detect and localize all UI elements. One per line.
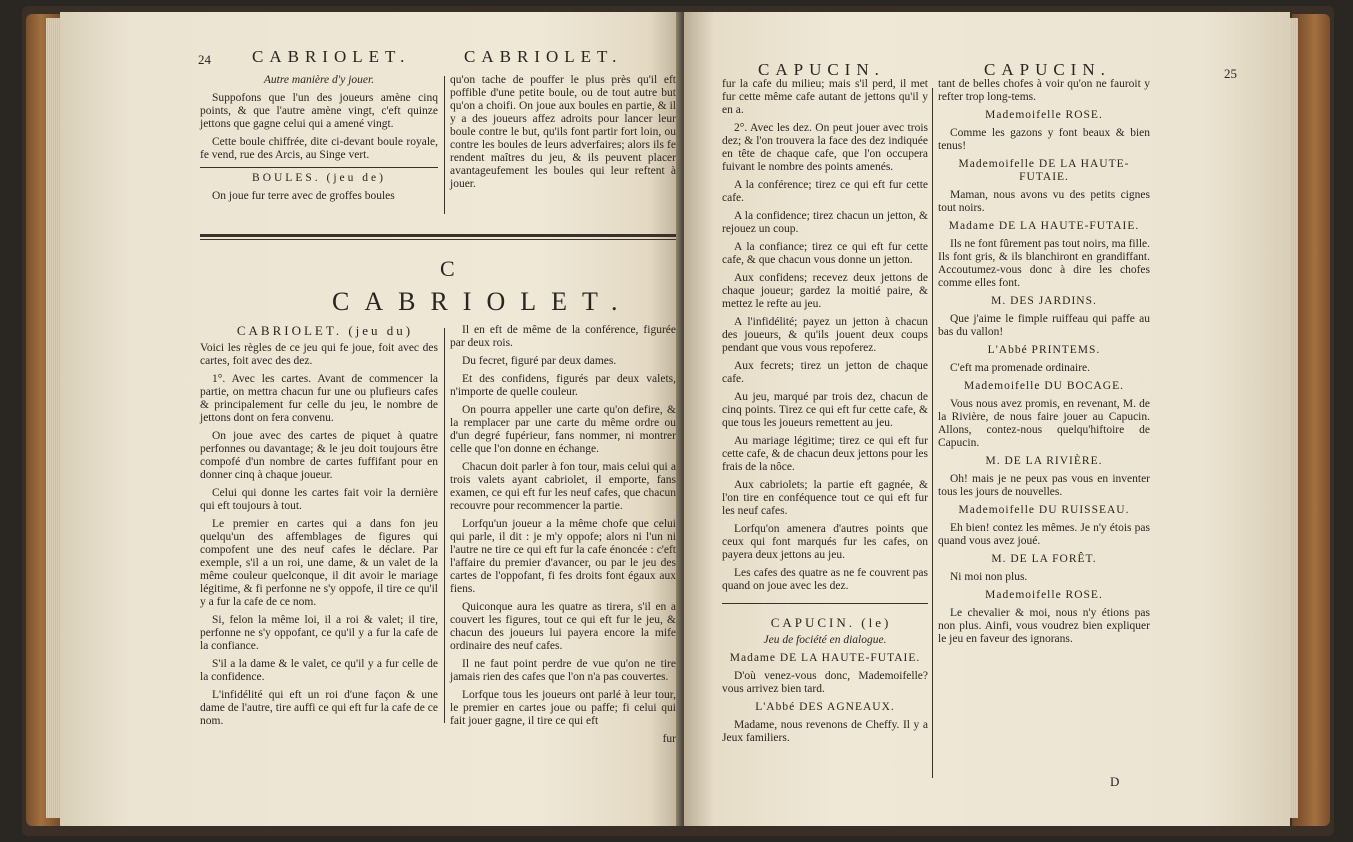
paragraph: Du fecret, figuré par deux dames. (462, 355, 617, 367)
section-rule (200, 239, 680, 240)
speaker: L'Abbé DES AGNEAUX. (755, 701, 895, 713)
paragraph: Et des confidens, figurés par deux valets, n'importe de quelle couleur. (450, 373, 676, 398)
dialogue-line: Ils ne font fûrement pas tout noirs, ma fille. Ils font gris, & ils blanchiront en grandiffant. Accoutumez-vous donc à dire les chofes comme elles font. (938, 238, 1150, 289)
catchword: fur (662, 733, 676, 745)
section-title: CABRIOLET. (332, 287, 633, 316)
section-letter: C (440, 256, 455, 281)
speaker: M. DE LA RIVIÈRE. (985, 455, 1103, 467)
dialogue-line: D'où venez-vous donc, Mademoifelle? vous arrivez bien tard. (722, 670, 928, 695)
paragraph: A la confidence; tirez chacun un jetton, & rejouez un coup. (722, 210, 928, 235)
paragraph: On pourra appeller une carte qu'on defire, & la remplacer par une carte du même ordre ou d'un degré fupérieur, fans nommer, ni montrer celle que l'on donne en échange. (450, 404, 676, 455)
column-right-page-left (722, 78, 928, 750)
speaker: Madame DE LA HAUTE-FUTAIE. (729, 652, 921, 664)
paragraph: Lorfqu'on amenera d'autres points que ceux qui font marqués fur les cafes, on payera deux jettons au jeu. (722, 523, 928, 561)
paragraph: On joue fur terre avec de groffes boules (212, 190, 395, 202)
paragraph: Lorfqu'un joueur a la même chofe que celui qui parle, il dit : je m'y oppofe; alors ni l'un ni l'autre ne tire ce qui eft fur la cafe énoncée : c'eft l'affaire du premier d'avancer, ou par le jeu des cartes de l'oppofant, fi fes droits font égaux aux fiens. (450, 518, 676, 595)
article-heading: CAPUCIN. (le) (770, 615, 892, 630)
paragraph: Aux confidens; recevez deux jettons de chaque joueur; gardez la moitié paire, & mettez le refte au jeu. (722, 272, 928, 310)
heading: BOULES. (jeu de) (252, 172, 386, 184)
paragraph: L'infidélité qui eft un roi d'une façon & une dame de l'autre, tire auffi ce qui eft fur la cafe de ce nom. (200, 689, 438, 727)
paragraph: Les cafes des quatre as ne fe couvrent pas quand on joue avec les dez. (722, 567, 928, 592)
paragraph: A l'infidélité; payez un jetton à chacun des joueurs, & qu'ils jouent deux coups pendant que vous vous repoferez. (722, 316, 928, 354)
subheading: Jeu de fociété en dialogue. (763, 634, 887, 646)
paragraph: Lorfque tous les joueurs ont parlé à leur tour, le premier en cartes joue ou paffe; fi celui qui fait jouer gagne, il tire ce qui eft (450, 689, 676, 727)
dialogue-line: Eh bien! contez les mêmes. Je n'y étois pas quand vous avez joué. (938, 522, 1150, 547)
rule (200, 167, 438, 168)
dialogue-line: Vous nous avez promis, en revenant, M. de la Rivière, de nous faire jouer au Capucin. Allons, contez-nous quelqu'hiftoire de Capucin. (938, 398, 1150, 449)
speaker: M. DE LA FORÊT. (991, 553, 1097, 565)
dialogue-line: Comme les gazons y font beaux & bien tenus! (938, 127, 1150, 152)
dialogue-line: tant de belles chofes à voir qu'on ne fauroit y refter trop long-tems. (938, 78, 1150, 103)
paragraph: On joue avec des cartes de piquet à quatre perfonnes ou davantage; & le jeu doit toujours être compofé d'un nombre de cartes fuffifant pour en donner cinq à chaque joueur. (200, 430, 438, 481)
dialogue-line: Maman, nous avons vu des petits cignes tout noirs. (938, 189, 1150, 214)
column-top-left (200, 74, 438, 208)
column-bottom-left (200, 324, 438, 733)
paragraph: Au mariage légitime; tirez ce qui eft fur cette cafe, & de chacun deux jettons pour les frais de la nôce. (722, 435, 928, 473)
paragraph: S'il a la dame & le valet, ce qu'il y a fur celle de la confidence. (200, 658, 438, 683)
dialogue-line: Madame, nous revenons de Cheffy. Il y a Jeux familiers. (722, 719, 928, 744)
column-bottom-right (450, 324, 676, 751)
running-head: CABRIOLET. (464, 47, 623, 66)
dialogue-line: Ni moi non plus. (950, 571, 1028, 583)
paragraph: A la confiance; tirez ce qui eft fur cette cafe, & que chacun vous donne un jetton. (722, 241, 928, 266)
dialogue-line: Le chevalier & moi, nous n'y étions pas non plus. Ainfi, vous voudrez bien expliquer le jeu en faveur des ignorans. (938, 607, 1150, 645)
running-head: CABRIOLET. (252, 47, 411, 66)
column-rule (932, 88, 933, 778)
paragraph: Aux fecrets; tirez un jetton de chaque cafe. (722, 360, 928, 385)
running-head: CAPUCIN. (984, 60, 1111, 79)
page-number: 24 (198, 52, 211, 67)
page-number: 25 (1224, 66, 1237, 81)
dialogue-line: Oh! mais je ne peux pas vous en inventer tous les jours de nouvelles. (938, 473, 1150, 498)
paragraph: Suppofons que l'un des joueurs amène cinq points, & que l'autre amène vingt, c'eft quinze jettons que gagne celui qui a amené vingt. (200, 92, 438, 130)
left-page (60, 12, 682, 826)
speaker: Mademoifelle ROSE. (985, 109, 1103, 121)
speaker: M. DES JARDINS. (991, 295, 1097, 307)
speaker: Mademoifelle DE LA HAUTE-FUTAIE. (958, 158, 1130, 183)
paragraph: 1°. Avec les cartes. Avant de commencer la partie, on mettra chacun fur une ou plufieurs cafes & principalement fur celle du jeu, le nombre de jettons dont on fera convenu. (200, 373, 438, 424)
paragraph: Voici les règles de ce jeu qui fe joue, foit avec des cartes, foit avec des dez. (200, 342, 438, 367)
paragraph: Il en eft de même de la conférence, figurée par deux rois. (450, 324, 676, 349)
rule (722, 603, 928, 604)
speaker: Mademoifelle ROSE. (985, 589, 1103, 601)
paragraph: Celui qui donne les cartes fait voir la dernière qui eft toujours à tout. (200, 487, 438, 512)
column-right-page-right (938, 78, 1150, 651)
paragraph: Aux cabriolets; la partie eft gagnée, & l'on tire en conféquence tout ce qui eft fur les neuf cafes. (722, 479, 928, 517)
column-top-right (450, 74, 676, 196)
column-rule (444, 328, 445, 723)
running-head: CAPUCIN. (758, 60, 885, 79)
section-rule (200, 234, 680, 237)
paragraph: Il ne faut point perdre de vue qu'on ne tire jamais rien des cafes que l'on n'a pas couvertes. (450, 658, 676, 683)
speaker: Mademoifelle DU BOCAGE. (963, 380, 1125, 392)
paragraph: qu'on tache de pouffer le plus près qu'il eft poffible d'une petite boule, ou de tout autre but qu'on a choifi. On joue aux boules en partie, & il y a des joueurs affez adroits pour lancer leur boule contre le but, qu'ils font partir fort loin, ou contre les boules de leurs adverfaires; alors ils fe rendent maîtres du jeu, & ils peuvent placer avantageufement les boules qui leur reftent à jouer. (450, 74, 676, 190)
paragraph: 2°. Avec les dez. On peut jouer avec trois dez; & l'on trouvera la face des dez indiquée en tête de chaque cafe, que l'on occupera fuivant le nombre des points amenés. (722, 122, 928, 173)
paragraph: Si, felon la même loi, il a roi & valet; il tire, perfonne ne s'y oppofant, ce qu'il y a fur la cafe de la confiance. (200, 614, 438, 652)
speaker: Madame DE LA HAUTE-FUTAIE. (948, 220, 1140, 232)
dialogue-line: Que j'aime le fimple ruiffeau qui paffe au bas du vallon! (938, 313, 1150, 338)
right-page (684, 12, 1290, 826)
paragraph: Au jeu, marqué par trois dez, chacun de cinq points. Tirez ce qui eft fur cette cafe, & que tous les joueurs remettent au jeu. (722, 391, 928, 429)
paragraph: A la conférence; tirez ce qui eft fur cette cafe. (722, 179, 928, 204)
paragraph: Le premier en cartes qui a dans fon jeu quelqu'un des affemblages de figures qui compofent une des neuf cafes le déclare. Par exemple, s'il a un roi, une dame, & un valet de la même couleur quelconque, il dit avoir le mariage légitime, & fi perfonne ne s'y oppofe, il tire ce qu'il y a fur la cafe de ce nom. (200, 518, 438, 608)
article-heading: CABRIOLET. (jeu du) (236, 323, 414, 338)
paragraph: Chacun doit parler à fon tour, mais celui qui a trois valets ayant cabriolet, il emporte, fans examen, ce qui eft fur les neuf cafes, que chacun recouvre pour recommencer la partie. (450, 461, 676, 512)
signature-mark: D (1110, 774, 1120, 789)
speaker: L'Abbé PRINTEMS. (987, 344, 1101, 356)
subheading: Autre manière d'y jouer. (263, 74, 375, 86)
column-rule (444, 76, 445, 214)
speaker: Mademoifelle DU RUISSEAU. (958, 504, 1130, 516)
dialogue-line: C'eft ma promenade ordinaire. (950, 362, 1091, 374)
paragraph: fur la cafe du milieu; mais s'il perd, il met fur cette même cafe autant de jettons qu'il y en a. (722, 78, 928, 116)
paragraph: Cette boule chiffrée, dite ci-devant boule royale, fe vend, rue des Arcis, au Singe vert. (200, 136, 438, 161)
paragraph: Quiconque aura les quatre as tirera, s'il en a couvert les figures, tout ce qui eft fur le jeu, & chacun des joueurs lui payera encore la mife ordinaire des neuf cafes. (450, 601, 676, 652)
